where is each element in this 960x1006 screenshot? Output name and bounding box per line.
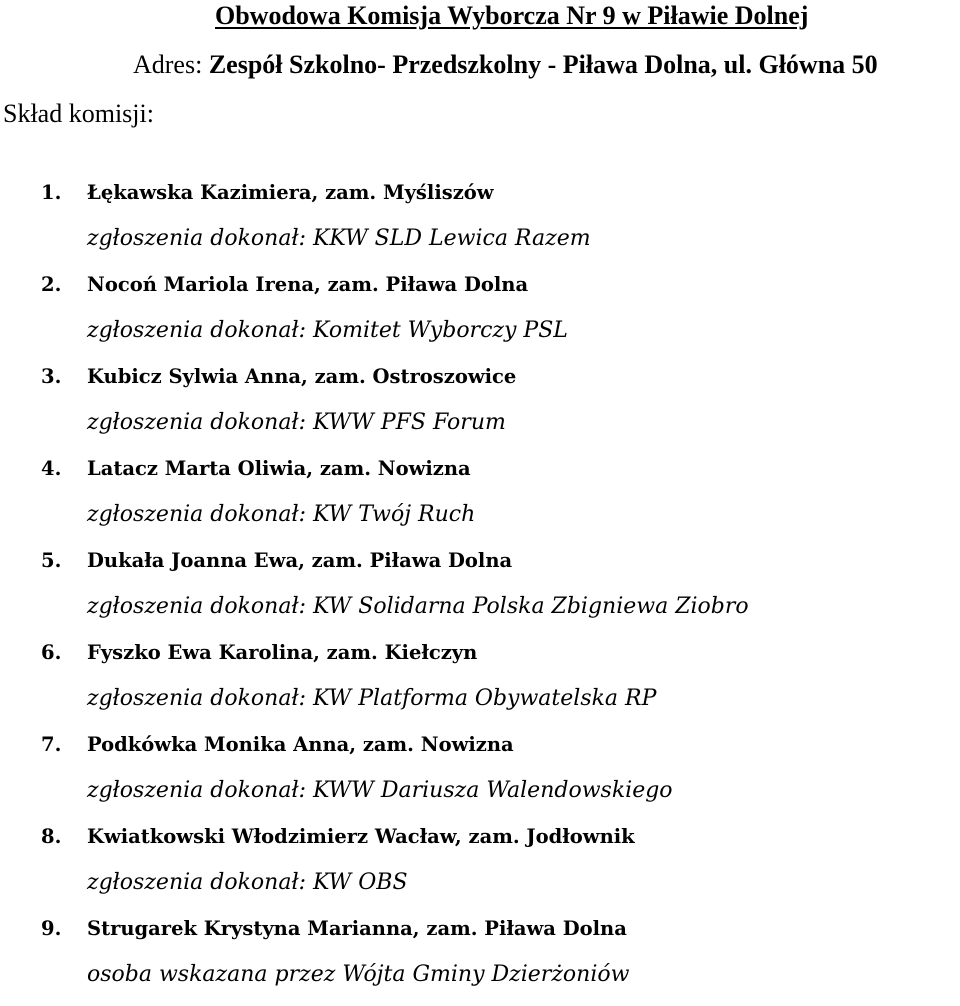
member-number: 3. xyxy=(41,365,62,388)
member-entry xyxy=(41,362,516,392)
member-number: 9. xyxy=(41,917,62,940)
member-entry xyxy=(41,638,477,668)
member-name: Latacz Marta Oliwia, zam. Nowizna xyxy=(87,457,471,480)
address-line xyxy=(133,50,878,80)
member-name: Kwiatkowski Włodzimierz Wacław, zam. Jodłownik xyxy=(87,825,635,848)
document-title: Obwodowa Komisja Wyborcza Nr 9 w Piławie Dolnej xyxy=(215,1,809,30)
member-number: 7. xyxy=(41,733,62,756)
list-item xyxy=(0,914,960,1006)
member-number: 5. xyxy=(41,549,62,572)
member-nominator: zgłoszenia dokonał: KWW PFS Forum xyxy=(87,410,506,435)
address-label: Adres: xyxy=(133,50,203,79)
member-nominator: zgłoszenia dokonał: KW Twój Ruch xyxy=(87,502,476,527)
member-nominator: zgłoszenia dokonał: KW Platforma Obywatelska RP xyxy=(87,686,657,711)
member-name: Dukała Joanna Ewa, zam. Piława Dolna xyxy=(87,549,513,572)
member-entry xyxy=(41,914,627,944)
member-nominator: zgłoszenia dokonał: KW Solidarna Polska Zbigniewa Ziobro xyxy=(87,594,749,619)
member-entry xyxy=(41,178,494,208)
member-name: Podkówka Monika Anna, zam. Nowizna xyxy=(87,733,514,756)
member-name: Łękawska Kazimiera, zam. Myśliszów xyxy=(87,181,494,204)
member-name: Kubicz Sylwia Anna, zam. Ostroszowice xyxy=(87,365,517,388)
list-item xyxy=(0,638,960,730)
member-number: 8. xyxy=(41,825,62,848)
member-nominator: osoba wskazana przez Wójta Gminy Dzierżoniów xyxy=(87,962,630,987)
address-value: Zespół Szkolno- Przedszkolny - Piława Dolna, ul. Główna 50 xyxy=(208,50,878,79)
member-entry xyxy=(41,546,512,576)
list-item xyxy=(0,362,960,454)
list-item xyxy=(0,454,960,546)
member-entry xyxy=(41,822,635,852)
member-number: 1. xyxy=(41,181,62,204)
list-item xyxy=(0,822,960,914)
member-number: 6. xyxy=(41,641,62,664)
member-number: 4. xyxy=(41,457,62,480)
list-item xyxy=(0,546,960,638)
list-item xyxy=(0,730,960,822)
member-nominator: zgłoszenia dokonał: KWW Dariusza Walendowskiego xyxy=(87,778,673,803)
composition-label: Skład komisji: xyxy=(3,99,154,128)
member-name: Strugarek Krystyna Marianna, zam. Piława Dolna xyxy=(87,917,627,940)
member-nominator: zgłoszenia dokonał: KW OBS xyxy=(87,870,408,895)
member-entry xyxy=(41,730,514,760)
member-entry xyxy=(41,454,471,484)
member-list xyxy=(0,178,960,1006)
list-item xyxy=(0,270,960,362)
member-nominator: zgłoszenia dokonał: Komitet Wyborczy PSL xyxy=(87,318,568,343)
member-name: Nocoń Mariola Irena, zam. Piława Dolna xyxy=(87,273,529,296)
member-number: 2. xyxy=(41,273,62,296)
list-item xyxy=(0,178,960,270)
member-nominator: zgłoszenia dokonał: KKW SLD Lewica Razem xyxy=(87,226,591,251)
member-name: Fyszko Ewa Karolina, zam. Kiełczyn xyxy=(87,641,478,664)
member-entry xyxy=(41,270,528,300)
